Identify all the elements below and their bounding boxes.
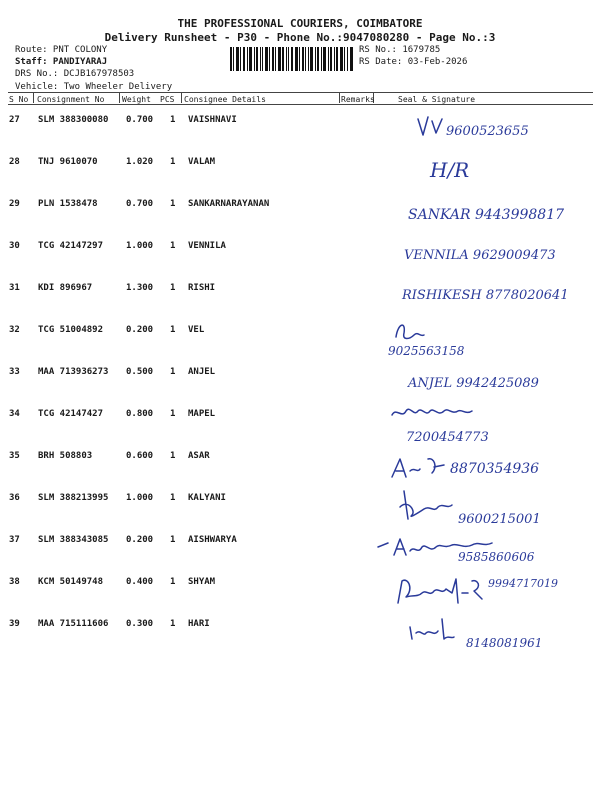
row-consignment: SLM 388343085 xyxy=(38,535,109,545)
signature xyxy=(368,609,593,651)
signature xyxy=(368,441,593,483)
table-row xyxy=(8,399,593,441)
svg-text:8870354936: 8870354936 xyxy=(450,461,540,477)
route-label: Route: PNT COLONY xyxy=(15,45,108,55)
row-consignee: VENNILA xyxy=(188,241,226,251)
row-weight: 0.400 xyxy=(126,577,154,587)
row-pcs: 1 xyxy=(170,493,176,503)
signature xyxy=(368,105,593,147)
row-consignee: VEL xyxy=(188,325,205,335)
svg-text:9585860606: 9585860606 xyxy=(458,550,535,564)
signature xyxy=(368,399,593,441)
row-consignee: VALAM xyxy=(188,157,216,167)
col-divider xyxy=(181,93,182,103)
svg-text:9994717019: 9994717019 xyxy=(488,577,558,590)
svg-text:ANJEL 9942425089: ANJEL 9942425089 xyxy=(408,376,539,391)
row-sno: 36 xyxy=(9,493,20,503)
row-sno: 28 xyxy=(9,157,20,167)
col-divider xyxy=(33,93,34,103)
svg-text:9025563158: 9025563158 xyxy=(388,344,465,357)
row-consignee: KALYANI xyxy=(188,493,226,503)
col-header-seal: Seal & Signature xyxy=(398,95,476,104)
table-row xyxy=(8,609,593,651)
row-consignment: SLM 388213995 xyxy=(38,493,109,503)
row-weight: 0.700 xyxy=(126,115,154,125)
row-weight: 0.800 xyxy=(126,409,154,419)
row-sno: 30 xyxy=(9,241,20,251)
table-row xyxy=(8,567,593,609)
row-consignee: MAPEL xyxy=(188,409,216,419)
svg-text:VENNILA 9629009473: VENNILA 9629009473 xyxy=(404,248,556,263)
staff-label: Staff: PANDIYARAJ xyxy=(15,57,108,67)
col-header-consignment: Consignment No xyxy=(37,95,105,104)
row-pcs: 1 xyxy=(170,367,176,377)
table-row xyxy=(8,525,593,567)
row-weight: 0.200 xyxy=(126,325,154,335)
svg-text:9600215001: 9600215001 xyxy=(458,512,541,525)
row-pcs: 1 xyxy=(170,577,176,587)
row-pcs: 1 xyxy=(170,619,176,629)
table-row xyxy=(8,441,593,483)
row-weight: 1.020 xyxy=(126,157,154,167)
row-weight: 0.200 xyxy=(126,535,154,545)
signature xyxy=(368,147,593,189)
row-weight: 0.300 xyxy=(126,619,154,629)
drs-number: DRS No.: DCJB167978503 xyxy=(15,69,135,79)
col-header-remarks: Remarks xyxy=(341,95,375,104)
row-consignee: RISHI xyxy=(188,283,216,293)
row-consignee: AISHWARYA xyxy=(188,535,237,545)
row-sno: 34 xyxy=(9,409,20,419)
row-sno: 39 xyxy=(9,619,20,629)
table-row xyxy=(8,105,593,147)
row-consignee: SANKARNARAYANAN xyxy=(188,199,270,209)
signature xyxy=(368,483,593,525)
row-consignment: MAA 713936273 xyxy=(38,367,109,377)
row-sno: 32 xyxy=(9,325,20,335)
row-sno: 37 xyxy=(9,535,20,545)
signature xyxy=(368,189,593,231)
signature xyxy=(368,231,593,273)
row-pcs: 1 xyxy=(170,409,176,419)
table-row xyxy=(8,147,593,189)
row-consignment: KDI 896967 xyxy=(38,283,93,293)
signature xyxy=(368,525,593,567)
row-consignment: TCG 42147297 xyxy=(38,241,104,251)
table-row xyxy=(8,357,593,399)
row-consignment: TNJ 9610070 xyxy=(38,157,98,167)
table-row xyxy=(8,231,593,273)
svg-text:9600523655: 9600523655 xyxy=(446,124,529,139)
row-pcs: 1 xyxy=(170,535,176,545)
signature xyxy=(368,567,593,609)
row-consignee: HARI xyxy=(188,619,210,629)
col-header-sno: S No xyxy=(9,95,29,104)
row-weight: 1.000 xyxy=(126,241,154,251)
col-header-consignee: Consignee Details xyxy=(184,95,266,104)
table-row xyxy=(8,273,593,315)
row-consignment: MAA 715111606 xyxy=(38,619,109,629)
row-consignment: TCG 42147427 xyxy=(38,409,104,419)
barcode-image xyxy=(230,47,353,71)
rs-number: RS No.: 1679785 xyxy=(359,45,441,55)
row-consignment: BRH 508803 xyxy=(38,451,93,461)
row-consignment: PLN 1538478 xyxy=(38,199,98,209)
svg-text:7200454773: 7200454773 xyxy=(406,430,489,441)
svg-text:SANKAR 9443998817: SANKAR 9443998817 xyxy=(408,207,565,223)
row-pcs: 1 xyxy=(170,241,176,251)
row-pcs: 1 xyxy=(170,451,176,461)
row-consignee: ANJEL xyxy=(188,367,216,377)
row-weight: 0.700 xyxy=(126,199,154,209)
signature xyxy=(368,273,593,315)
row-weight: 0.600 xyxy=(126,451,154,461)
row-consignee: ASAR xyxy=(188,451,210,461)
col-header-pcs: PCS xyxy=(160,95,175,104)
row-consignee: SHYAM xyxy=(188,577,216,587)
col-divider xyxy=(339,93,340,103)
vehicle-label: Vehicle: Two Wheeler Delivery xyxy=(15,82,173,92)
row-pcs: 1 xyxy=(170,199,176,209)
row-sno: 38 xyxy=(9,577,20,587)
table-top-rule xyxy=(8,92,593,93)
row-pcs: 1 xyxy=(170,115,176,125)
row-sno: 29 xyxy=(9,199,20,209)
row-sno: 35 xyxy=(9,451,20,461)
company-title: THE PROFESSIONAL COURIERS, COIMBATORE xyxy=(177,17,423,30)
row-pcs: 1 xyxy=(170,283,176,293)
row-pcs: 1 xyxy=(170,157,176,167)
row-sno: 33 xyxy=(9,367,20,377)
row-weight: 1.000 xyxy=(126,493,154,503)
table-row xyxy=(8,189,593,231)
row-consignment: KCM 50149748 xyxy=(38,577,104,587)
row-sno: 31 xyxy=(9,283,20,293)
rs-date: RS Date: 03-Feb-2026 xyxy=(359,57,468,67)
table-row xyxy=(8,483,593,525)
row-pcs: 1 xyxy=(170,325,176,335)
row-consignee: VAISHNAVI xyxy=(188,115,237,125)
row-consignment: SLM 388300080 xyxy=(38,115,109,125)
col-divider xyxy=(119,93,120,103)
signature xyxy=(368,357,593,399)
runsheet-subtitle: Delivery Runsheet - P30 - Phone No.:9047080280 - Page No.:3 xyxy=(104,31,496,44)
svg-text:H/R: H/R xyxy=(430,158,470,182)
svg-text:RISHIKESH 8778020641: RISHIKESH 8778020641 xyxy=(402,288,569,303)
row-weight: 0.500 xyxy=(126,367,154,377)
signature xyxy=(368,315,593,357)
row-weight: 1.300 xyxy=(126,283,154,293)
row-consignment: TCG 51004892 xyxy=(38,325,104,335)
row-sno: 27 xyxy=(9,115,20,125)
svg-text:8148081961: 8148081961 xyxy=(466,636,543,650)
table-row xyxy=(8,315,593,357)
col-header-weight: Weight xyxy=(122,95,151,104)
